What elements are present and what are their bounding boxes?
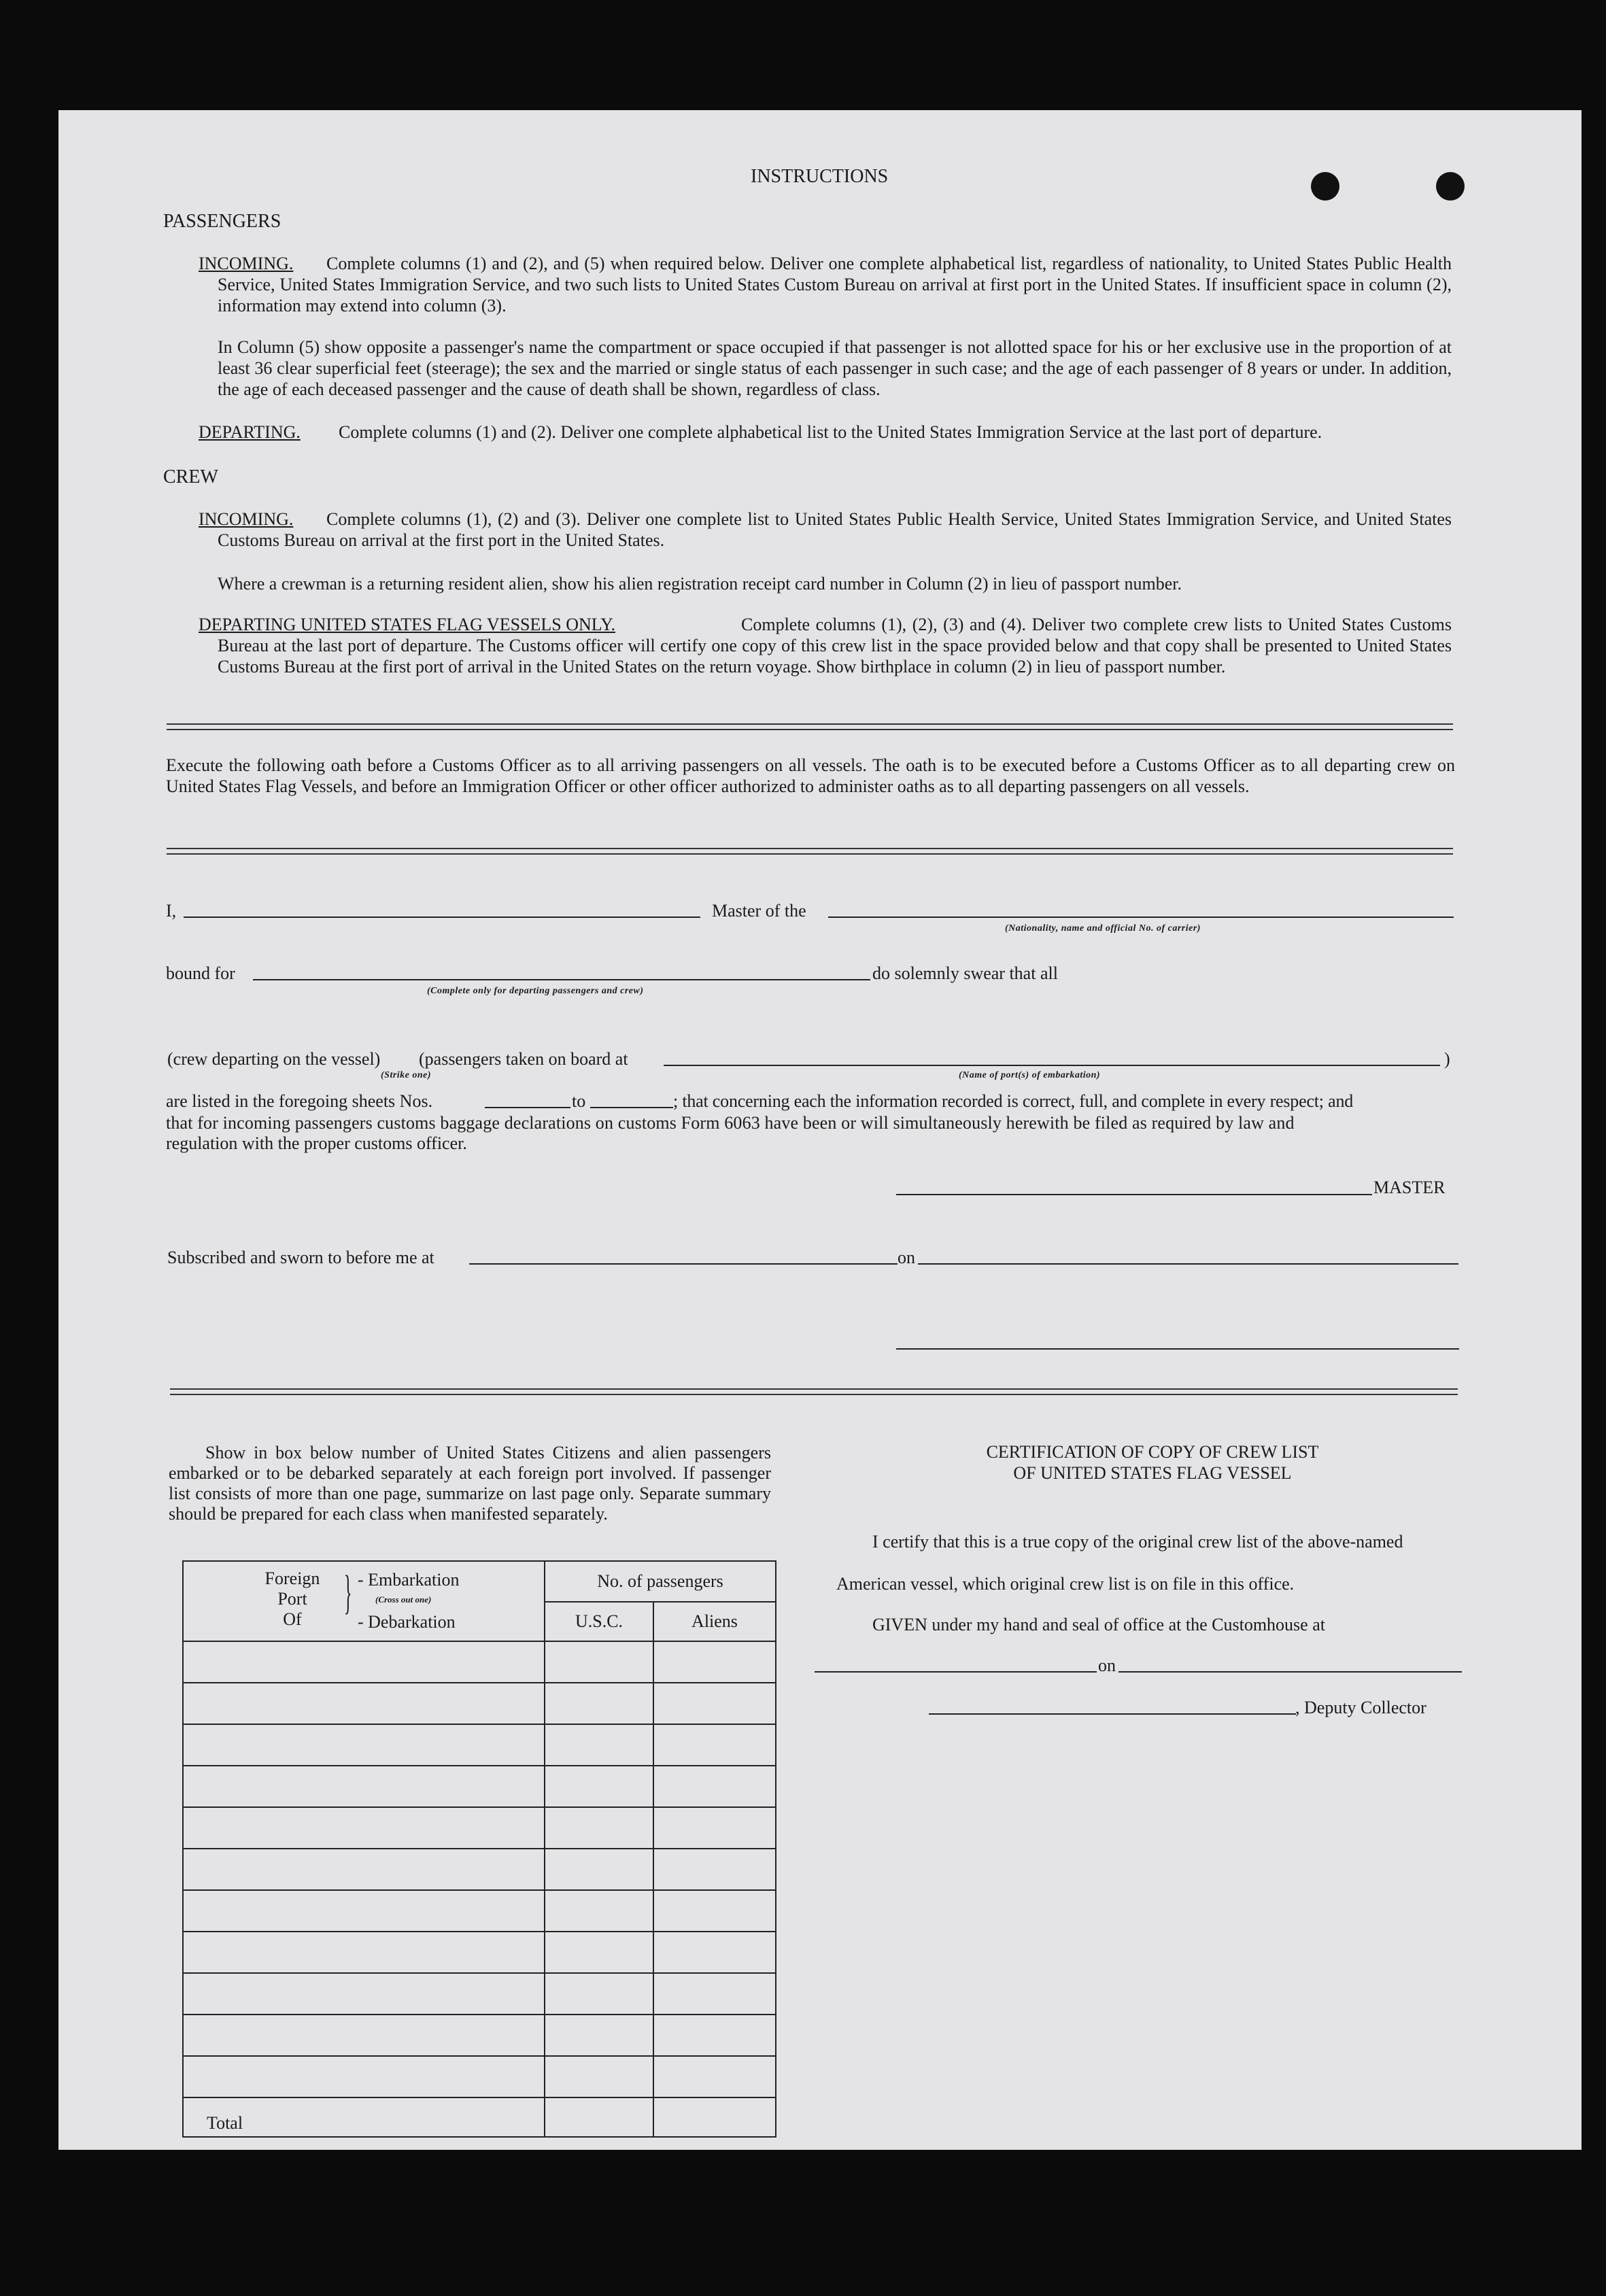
certification-title-line2: OF UNITED STATES FLAG VESSEL [1013,1463,1292,1483]
passengers-heading: PASSENGERS [163,211,281,232]
carrier-field[interactable] [828,916,1454,918]
master-name-field[interactable] [184,916,700,918]
total-label: Total [183,2097,545,2137]
subscribed-label: Subscribed and sworn to before me at [167,1248,434,1267]
passenger-summary-table [182,1560,776,2138]
certify-line1: I certify that this is a true copy of the original crew list of the above-named [872,1532,1403,1552]
usc-total-cell[interactable] [545,2097,653,2137]
usc-cell[interactable] [545,2015,653,2056]
aliens-cell[interactable] [653,1849,776,1890]
deputy-collector-label: , Deputy Collector [1295,1698,1426,1717]
crew-incoming-text: Complete columns (1), (2) and (3). Deliver one complete list to United States Public Health Service, United States Immigration Service, and United States Customs Bureau on arrival at the first port in the United States. [218,509,1452,550]
usc-header: U.S.C. [545,1602,653,1641]
table-row [183,1890,776,1932]
usc-cell[interactable] [545,1766,653,1807]
table-row [183,2015,776,2056]
listed-start: are listed in the foregoing sheets Nos. [166,1091,433,1111]
crew-resident-text: Where a crewman is a returning resident alien, show his alien registration receipt card number in Column (2) in lieu of passport number. [218,574,1182,594]
passengers-departing-label: DEPARTING. [199,422,301,442]
table-row [183,1724,776,1766]
aliens-cell[interactable] [653,2015,776,2056]
passengers-column5-text: In Column (5) show opposite a passenger's name the compartment or space occupied if that passenger is not allotted space for his or her exclusive use in the proportion of at least 36 clear superficial feet (steerage); the sex and the married or single status of each passenger in such case; and the age of each passenger of 8 years or under. In addition, the age of each deceased passenger and the cause of death shall be shown, regardless of class. [218,337,1452,399]
certification-on-label: on [1098,1656,1116,1675]
port-cell[interactable] [183,1890,545,1932]
no-of-passengers-header: No. of passengers [545,1561,776,1602]
sworn-date-field[interactable] [918,1263,1458,1265]
customhouse-field[interactable] [815,1671,1097,1673]
ports-hint: (Name of port(s) of embarkation) [959,1070,1101,1080]
bound-for-hint: (Complete only for departing passengers and crew) [427,986,644,996]
bound-for-field[interactable] [253,979,870,980]
listed-line3: regulation with the proper customs officer. [166,1133,467,1153]
punch-hole-left [1311,172,1339,201]
usc-cell[interactable] [545,1724,653,1766]
table-row [183,1641,776,1683]
port-cell[interactable] [183,1641,545,1683]
given-line: GIVEN under my hand and seal of office at the Customhouse at [872,1615,1325,1634]
aliens-cell[interactable] [653,1890,776,1932]
punch-hole-right [1436,172,1465,201]
listed-line2: that for incoming passengers customs baggage declarations on customs Form 6063 have been or will simultaneously herewith be filed as required by law and [166,1113,1295,1133]
usc-cell[interactable] [545,1807,653,1849]
port-cell[interactable] [183,1724,545,1766]
aliens-cell[interactable] [653,1724,776,1766]
passengers-incoming-text: Complete columns (1) and (2), and (5) when required below. Deliver one complete alphabetical list, regardless of nationality, to United States Public Health Service, United States Immigration Service, and two such lists to United States Custom Bureau on arrival at first port in the United States. If insufficient space in column (2), information may extend into column (3). [218,254,1452,315]
port-cell[interactable] [183,1973,545,2015]
summary-intro: Show in box below number of United States Citizens and alien passengers embarked or to be debarked separately at each foreign port involved. If passenger list consists of more than one page, summarize on last page only. Separate summary should be prepared for each class when manifested separately. [169,1443,771,1524]
crew-incoming-label: INCOMING. [199,509,294,529]
divider [167,723,1453,730]
deputy-collector-signature-field[interactable] [929,1713,1296,1715]
cross-out-hint: (Cross out one) [375,1594,432,1605]
table-row [183,1807,776,1849]
close-paren: ) [1444,1049,1450,1069]
master-signature-field[interactable] [896,1194,1372,1195]
port-cell[interactable] [183,1932,545,1973]
table-row [183,1849,776,1890]
ports-of-embarkation-field[interactable] [664,1065,1440,1066]
port-cell[interactable] [183,1849,545,1890]
usc-cell[interactable] [545,1932,653,1973]
aliens-cell[interactable] [653,1766,776,1807]
crew-departing-label: DEPARTING UNITED STATES FLAG VESSELS ONLY. [199,615,615,634]
table-row [183,1683,776,1724]
table-row [183,2056,776,2097]
aliens-cell[interactable] [653,2056,776,2097]
embarkation-option[interactable]: - Embarkation [358,1570,460,1590]
officer-signature-field[interactable] [896,1348,1459,1350]
sheet-from-field[interactable] [485,1107,570,1108]
usc-cell[interactable] [545,1641,653,1683]
foreign-label: Foreign [264,1569,320,1588]
divider [170,1388,1458,1395]
crew-departing-option[interactable]: (crew departing on the vessel) [167,1049,381,1069]
sworn-place-field[interactable] [469,1263,898,1265]
master-label: MASTER [1373,1178,1446,1197]
oath-intro: Execute the following oath before a Customs Officer as to all arriving passengers on all vessels. The oath is to be executed before a Customs Officer as to all departing crew on United States Flag Vessels, and before an Immigration Officer or other officer authorized to administer oaths as to all departing passengers on all vessels. [166,755,1455,796]
port-cell[interactable] [183,1807,545,1849]
brace-icon: } [343,1566,352,1619]
certification-date-field[interactable] [1118,1671,1462,1673]
passengers-incoming-label: INCOMING. [199,254,294,273]
port-label: Port [277,1589,307,1609]
usc-cell[interactable] [545,1973,653,2015]
certification-title-line1: CERTIFICATION OF COPY OF CREW LIST [986,1442,1319,1462]
port-cell[interactable] [183,1766,545,1807]
aliens-cell[interactable] [653,1973,776,2015]
certify-line2: American vessel, which original crew list is on file in this office. [836,1574,1295,1594]
strike-one-hint: (Strike one) [381,1070,432,1080]
divider [167,848,1453,855]
aliens-cell[interactable] [653,1683,776,1724]
passengers-departing-text: Complete columns (1) and (2). Deliver one complete alphabetical list to the United States Immigration Service at the last port of departure. [339,422,1322,442]
page-title: INSTRUCTIONS [751,166,889,187]
aliens-cell[interactable] [653,1641,776,1683]
aliens-total-cell[interactable] [653,2097,776,2137]
table-row [183,1932,776,1973]
sworn-on-label: on [898,1248,915,1267]
table-row [183,1766,776,1807]
sheet-to-field[interactable] [590,1107,673,1108]
debarkation-option[interactable]: - Debarkation [358,1612,456,1632]
crew-departing-text: Complete columns (1), (2), (3) and (4). Deliver two complete crew lists to United States Customs Bureau at the last port of departure. The Customs officer will certify one copy of this crew list in the space provided below and that copy shall be presented to United States Customs Bureau at the first port of arrival in the United States on the return voyage. Show birthplace in column (2) in lieu of passport number. [218,615,1452,676]
usc-cell[interactable] [545,2056,653,2097]
crew-heading: CREW [163,466,218,487]
port-cell[interactable] [183,2015,545,2056]
listed-to: to [572,1091,586,1111]
aliens-header: Aliens [653,1602,776,1641]
master-of-the-label: Master of the [712,901,806,921]
swear-label: do solemnly swear that all [872,963,1058,983]
table-row [183,1973,776,2015]
usc-cell[interactable] [545,1683,653,1724]
aliens-cell[interactable] [653,1807,776,1849]
port-cell[interactable] [183,2056,545,2097]
of-label: Of [283,1609,302,1629]
foreign-port-header [183,1561,545,1641]
passengers-taken-option[interactable]: (passengers taken on board at [419,1049,628,1069]
total-row [183,2097,776,2137]
port-cell[interactable] [183,1683,545,1724]
listed-rest: ; that concerning each the information recorded is correct, full, and complete in every respect; and [673,1091,1354,1111]
carrier-hint: (Nationality, name and official No. of carrier) [1005,923,1201,933]
aliens-cell[interactable] [653,1932,776,1973]
oath-i-label: I, [166,901,177,921]
usc-cell[interactable] [545,1849,653,1890]
usc-cell[interactable] [545,1890,653,1932]
bound-for-label: bound for [166,963,235,983]
